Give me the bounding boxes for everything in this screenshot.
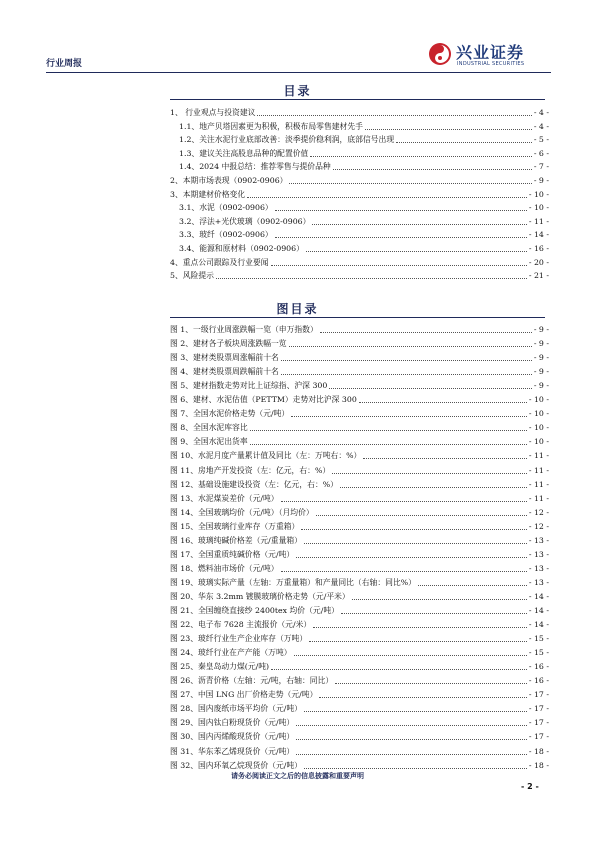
dot-leader — [294, 654, 527, 656]
dot-leader — [289, 182, 531, 184]
entry-page-number: - 10 - — [528, 189, 549, 199]
entry-page-number: - 13 - — [528, 577, 549, 587]
dot-leader — [275, 209, 527, 211]
logo-text: 兴业证券 — [456, 43, 525, 62]
toc-entry[interactable] — [179, 134, 549, 146]
toc-title-rule — [170, 99, 545, 100]
dot-leader — [396, 141, 532, 143]
entry-page-number: - 15 - — [528, 634, 549, 644]
entry-page-number: - 10 - — [528, 203, 549, 213]
entry-page-number: - 16 - — [528, 676, 549, 686]
entry-label: 图 11、房地产开发投资（左：亿元，右：%） — [170, 465, 331, 475]
dot-leader — [320, 331, 532, 333]
dot-leader — [341, 612, 527, 614]
entry-label: 图 19、玻璃实际产量（左轴：万重量箱）和产量同比（右轴：同比%） — [170, 577, 416, 587]
dot-leader — [281, 570, 527, 572]
dot-leader — [289, 345, 532, 347]
figure-entry[interactable] — [170, 408, 549, 420]
dot-leader — [359, 401, 527, 403]
entry-page-number: - 14 - — [528, 620, 549, 630]
dot-leader — [247, 196, 527, 198]
dot-leader — [340, 486, 527, 488]
figure-entry[interactable] — [170, 619, 549, 631]
entry-label: 图 14、全国玻璃均价（元/吨）（月均价） — [170, 507, 314, 517]
entry-label: 3、本期建材价格变化 — [170, 189, 246, 199]
dot-leader — [332, 472, 527, 474]
entry-label: 图 25、秦皇岛动力煤(元/吨) — [170, 662, 270, 672]
entry-label: 图 16、玻璃纯碱价格差（元/重量箱） — [170, 535, 302, 545]
dot-leader — [313, 626, 527, 628]
entry-label: 图 22、电子布 7628 主流报价（元/米） — [170, 620, 312, 630]
entry-page-number: - 13 - — [528, 535, 549, 545]
entry-page-number: - 10 - — [528, 395, 549, 405]
toc-entry[interactable] — [179, 148, 549, 160]
entry-label: 图 32、国内环氧乙烷现货价（元/吨） — [170, 760, 302, 770]
entry-label: 图 20、华东 3.2mm 镀膜玻璃价格走势（元/平米） — [170, 591, 350, 601]
entry-page-number: - 14 - — [528, 230, 549, 240]
entry-label: 图 28、国内废纸市场平均价（元/吨） — [170, 704, 302, 714]
toc-entry[interactable] — [179, 243, 549, 255]
header-left-label: 行业周报 — [46, 59, 83, 69]
figure-entry[interactable] — [170, 605, 549, 617]
entry-page-number: - 11 - — [528, 465, 549, 475]
entry-page-number: - 17 - — [528, 704, 549, 714]
figure-entry[interactable] — [170, 703, 549, 715]
entry-page-number: - 4 - — [533, 121, 549, 131]
dot-leader — [281, 500, 527, 502]
figure-list-title: 图目录 — [276, 302, 319, 316]
entry-label: 图 29、国内钛白粉现货价（元/吨） — [170, 718, 295, 728]
toc-entry[interactable] — [179, 216, 549, 228]
toc-entry[interactable] — [179, 202, 549, 214]
entry-page-number: - 9 - — [533, 381, 549, 391]
dot-leader — [250, 429, 527, 431]
figure-entry[interactable] — [170, 661, 549, 673]
entry-page-number: - 12 - — [528, 507, 549, 517]
figure-entry[interactable] — [170, 366, 549, 378]
entry-page-number: - 12 - — [528, 521, 549, 531]
entry-label: 1、 行业观点与投资建议 — [170, 108, 256, 117]
entry-page-number: - 4 - — [533, 108, 549, 117]
entry-label: 图 7、全国水泥价格走势（元/吨） — [170, 409, 290, 419]
entry-label: 1.3、建议关注高股息品种的配置价值 — [179, 148, 309, 158]
entry-label: 图 27、中国 LNG 出厂价格走势（元/吨） — [170, 690, 318, 700]
dot-leader — [281, 359, 532, 361]
dot-leader — [296, 753, 527, 755]
entry-label: 图 8、全国水泥库容比 — [170, 423, 248, 433]
dot-leader — [304, 767, 527, 769]
entry-label: 图 3、建材类股票周涨幅前十名 — [170, 353, 279, 363]
entry-page-number: - 20 - — [528, 257, 549, 267]
entry-page-number: - 14 - — [528, 606, 549, 615]
figure-entry[interactable] — [170, 521, 549, 533]
dot-leader — [301, 528, 526, 530]
dot-leader — [304, 710, 527, 712]
entry-label: 5、风险提示 — [170, 271, 214, 281]
dot-leader — [333, 168, 532, 170]
entry-label: 图 9、全国水泥出货率 — [170, 437, 248, 447]
entry-page-number: - 9 - — [533, 367, 549, 377]
entry-label: 3.2、浮法+光伏玻璃（0902-0906） — [179, 216, 311, 226]
toc-title: 目录 — [283, 84, 312, 98]
entry-label: 图 5、建材指数走势对比上证综指、沪深 300 — [170, 381, 328, 391]
entry-label: 图 12、基础设施建设投资（左：亿元，右：%） — [170, 479, 338, 489]
figure-entry[interactable] — [170, 507, 549, 519]
dot-leader — [271, 668, 527, 670]
figure-entry[interactable] — [170, 760, 549, 772]
entry-label: 3.1、水泥（0902-0906） — [179, 203, 273, 213]
entry-page-number: - 17 - — [528, 690, 549, 700]
entry-page-number: - 11 - — [528, 493, 549, 503]
entry-page-number: - 9 - — [533, 176, 549, 185]
entry-label: 图 10、水泥月度产量累计值及同比（左：万吨右：%） — [170, 451, 362, 461]
figure-entry[interactable] — [170, 465, 549, 477]
entry-label: 1.4、2024 中报总结：推荐零售与提价品种 — [179, 162, 331, 172]
entry-page-number: - 11 - — [528, 479, 549, 489]
entry-page-number: - 16 - — [528, 662, 549, 672]
dot-leader — [309, 640, 527, 642]
entry-label: 1.2、关注水泥行业底部改善：淡季提价稳利润，底部信号出现 — [179, 135, 395, 145]
dot-leader — [296, 738, 527, 740]
figure-entry[interactable] — [170, 549, 549, 561]
figure-entry[interactable] — [170, 324, 549, 336]
entry-page-number: - 6 - — [533, 148, 549, 158]
toc-entry[interactable] — [179, 161, 549, 173]
dot-leader — [296, 556, 527, 558]
figure-entry[interactable] — [170, 717, 549, 729]
figure-entry[interactable] — [170, 647, 549, 659]
entry-page-number: - 11 - — [528, 216, 549, 226]
dot-leader — [312, 223, 526, 225]
figure-list-title-rule — [170, 317, 545, 318]
dot-leader — [257, 114, 531, 116]
header-divider — [46, 72, 551, 73]
entry-label: 图 15、全国玻璃行业库存（万重箱） — [170, 521, 300, 531]
dot-leader — [304, 542, 527, 544]
entry-label: 3.4、能源和原材料（0902-0906） — [179, 244, 304, 253]
entry-page-number: - 13 - — [528, 563, 549, 573]
entry-label: 3.3、玻纤（0902-0906） — [179, 230, 273, 240]
dot-leader — [310, 155, 531, 157]
entry-page-number: - 17 - — [528, 718, 549, 728]
entry-page-number: - 15 - — [528, 648, 549, 658]
page-number: - 2 - — [521, 782, 539, 791]
dot-leader — [316, 514, 527, 516]
figure-entry[interactable] — [170, 422, 549, 434]
entry-label: 图 1、一级行业周涨跌幅一览（申万指数） — [170, 325, 318, 334]
entry-label: 图 2、建材各子板块周涨跌幅一览 — [170, 339, 287, 349]
entry-label: 图 23、玻纤行业生产企业库存（万吨） — [170, 634, 308, 644]
figure-entry[interactable] — [170, 450, 549, 462]
entry-page-number: - 21 - — [528, 271, 549, 281]
entry-page-number: - 16 - — [528, 244, 549, 253]
toc-entry[interactable] — [170, 175, 549, 187]
figure-entry[interactable] — [170, 436, 549, 448]
entry-page-number: - 10 - — [528, 437, 549, 447]
entry-label: 图 17、全国重质纯碱价格（元/吨） — [170, 549, 295, 559]
company-logo — [428, 40, 550, 70]
entry-page-number: - 13 - — [528, 549, 549, 559]
entry-page-number: - 18 - — [528, 760, 549, 770]
entry-label: 图 6、建材、水泥估值（PETTM）走势对比沪深 300 — [170, 395, 357, 405]
dot-leader — [329, 387, 531, 389]
toc-entry[interactable] — [170, 257, 549, 269]
toc-entry[interactable] — [170, 270, 549, 282]
entry-page-number: - 10 - — [528, 423, 549, 433]
figure-entry[interactable] — [170, 535, 549, 547]
entry-page-number: - 7 - — [533, 162, 549, 172]
dot-leader — [319, 696, 526, 698]
dot-leader — [296, 724, 527, 726]
toc-entry[interactable] — [179, 229, 549, 241]
entry-page-number: - 11 - — [528, 451, 549, 461]
dot-leader — [335, 682, 527, 684]
toc-entry[interactable] — [179, 121, 549, 133]
dot-leader — [216, 277, 527, 279]
entry-page-number: - 17 - — [528, 732, 549, 742]
figure-entry[interactable] — [170, 338, 549, 350]
figure-entry[interactable] — [170, 675, 549, 687]
entry-page-number: - 9 - — [533, 325, 549, 334]
entry-label: 图 31、华东苯乙烯现货价（元/吨） — [170, 746, 295, 756]
dot-leader — [250, 443, 527, 445]
entry-label: 图 26、沥青价格（左轴：元/吨，右轴：同比） — [170, 676, 334, 686]
entry-label: 图 18、燃料油市场价（元/吨） — [170, 563, 279, 573]
entry-page-number: - 18 - — [528, 746, 549, 756]
figure-entry[interactable] — [170, 493, 549, 505]
toc-entry[interactable] — [170, 107, 549, 119]
disclaimer-notice: 请务必阅读正文之后的信息披露和重要声明 — [231, 772, 364, 780]
figure-entry[interactable] — [170, 380, 549, 392]
entry-page-number: - 14 - — [528, 591, 549, 601]
figure-entry[interactable] — [170, 394, 549, 406]
dot-leader — [306, 250, 527, 252]
figure-entry[interactable] — [170, 633, 549, 645]
figure-entry[interactable] — [170, 563, 549, 575]
figure-entry[interactable] — [170, 746, 549, 758]
entry-label: 图 13、水泥煤炭差价（元/吨） — [170, 493, 279, 503]
entry-page-number: - 10 - — [528, 409, 549, 419]
dot-leader — [418, 584, 527, 586]
logo-subtitle: INDUSTRIAL SECURITIES — [457, 61, 525, 67]
entry-label: 2、本期市场表现（0902-0906） — [170, 176, 288, 185]
dot-leader — [365, 128, 532, 130]
entry-label: 图 21、全国缠绕直接纱 2400tex 均价（元/吨） — [170, 606, 339, 615]
entry-label: 1.1、地产贝塔因素更为积极，积极布局零售建材先手 — [179, 121, 363, 131]
entry-page-number: - 9 - — [533, 353, 549, 363]
figure-entry[interactable] — [170, 731, 549, 743]
dot-leader — [352, 598, 527, 600]
figure-entry[interactable] — [170, 689, 549, 701]
figure-entry[interactable] — [170, 479, 549, 491]
entry-page-number: - 9 - — [533, 339, 549, 349]
dot-leader — [275, 236, 527, 238]
dot-leader — [281, 373, 532, 375]
figure-entry[interactable] — [170, 577, 549, 589]
dot-leader — [363, 457, 527, 459]
figure-entry[interactable] — [170, 352, 549, 364]
entry-page-number: - 5 - — [533, 135, 549, 145]
toc-entry[interactable] — [170, 189, 549, 201]
entry-label: 图 30、国内丙烯酸现货价（元/吨） — [170, 732, 295, 742]
entry-label: 图 24、玻纤行业在产产能（万吨） — [170, 648, 292, 658]
logo-emblem-icon — [428, 42, 452, 66]
figure-entry[interactable] — [170, 591, 549, 603]
dot-leader — [291, 415, 527, 417]
entry-label: 4、重点公司跟踪及行业要闻 — [170, 257, 269, 267]
dot-leader — [271, 264, 527, 266]
entry-label: 图 4、建材类股票周跌幅前十名 — [170, 367, 279, 377]
